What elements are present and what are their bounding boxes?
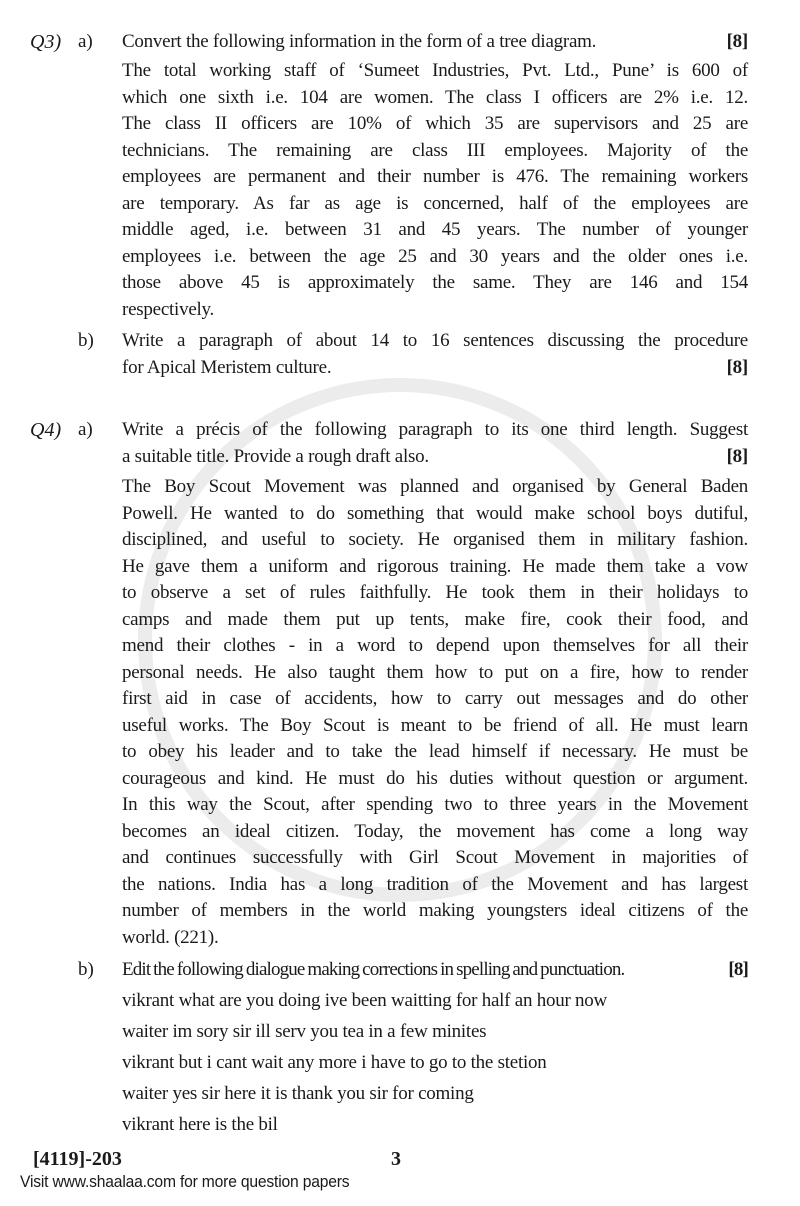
q4-a-prompt-line: Write a précis of the following paragraph to its one third length. Suggest [122, 419, 748, 440]
q4-part-b-label: b) [78, 959, 94, 980]
paragraph-line: technicians. The remaining are class III employees. Majority of the [122, 139, 748, 161]
passage-line: useful works. The Boy Scout is meant to be friend of all. He must learn [122, 714, 748, 736]
q3-part-b-label: b) [78, 330, 94, 351]
question-3-label: Q3) [30, 31, 62, 53]
paragraph-line: middle aged, i.e. between 31 and 45 years. The number of younger [122, 219, 748, 240]
paragraph-line: which one sixth i.e. 104 are women. The class I officers are 2% i.e. 12. [122, 86, 748, 108]
dialogue-line: waiter yes sir here it is thank you sir for coming [122, 1083, 474, 1104]
q3-b-prompt [122, 328, 748, 381]
passage-line: personal needs. He also taught them how to put on a fire, how to render [122, 661, 748, 683]
q3-a-prompt-row [122, 29, 748, 56]
q4-a-prompt-line: a suitable title. Provide a rough draft also. [122, 445, 429, 467]
dialogue-line: waiter im sory sir ill serv you tea in a few minites [122, 1021, 487, 1042]
q4-b-prompt: Edit the following dialogue making corrections in spelling and punctuation. [122, 959, 625, 980]
passage-line: The Boy Scout Movement was planned and organised by General Baden [122, 476, 748, 497]
paragraph-line: employees i.e. between the age 25 and 30 years and the older ones i.e. [122, 245, 748, 267]
dialogue-line: vikrant but i cant wait any more i have to go to the stetion [122, 1052, 547, 1073]
q3-a-marks: [8] [726, 31, 748, 52]
q3-b-prompt-line: for Apical Meristem culture. [122, 356, 332, 378]
q3-a-paragraph [122, 58, 748, 323]
q4-b-marks: [8] [728, 959, 748, 980]
passage-line: mend their clothes - in a word to depend upon themselves for all their [122, 635, 748, 656]
dialogue-line: vikrant here is the bil [122, 1114, 278, 1135]
passage-line: and continues successfully with Girl Scout Movement in majorities of [122, 847, 748, 868]
passage-line: first aid in case of accidents, how to carry out messages and do other [122, 688, 748, 709]
passage-line: to observe a set of rules faithfully. He took them in their holidays to [122, 582, 748, 603]
passage-line: to obey his leader and to take the lead himself if necessary. He must be [122, 741, 748, 762]
passage-line: the nations. India has a long tradition of the Movement and has largest [122, 873, 748, 895]
q3-part-a-label: a) [78, 31, 93, 52]
passage-line: He gave them a uniform and rigorous training. He made them take a vow [122, 555, 748, 577]
passage-line: world. (221). [122, 926, 219, 948]
q4-part-a-label: a) [78, 419, 93, 440]
q4-a-marks: [8] [726, 445, 748, 467]
passage-line: becomes an ideal citizen. Today, the movement has come a long way [122, 820, 748, 842]
paper-code: [4119]-203 [33, 1148, 122, 1170]
passage-line: courageous and kind. He must do his duties without question or argument. [122, 767, 748, 789]
question-4-label: Q4) [30, 419, 62, 441]
passage-line: number of members in the world making youngsters ideal citizens of the [122, 900, 748, 921]
q4-a-prompt [122, 417, 748, 470]
passage-line: camps and made them put up tents, make fire, cook their food, and [122, 608, 748, 630]
paragraph-line: respectively. [122, 298, 215, 320]
paragraph-line: employees are permanent and their number is 476. The remaining workers [122, 166, 748, 187]
passage-line: disciplined, and useful to society. He organised them in military fashion. [122, 529, 748, 550]
q4-b-prompt-row [122, 957, 748, 984]
dialogue-line: vikrant what are you doing ive been waitting for half an hour now [122, 990, 607, 1011]
page-number: 3 [391, 1148, 401, 1170]
q3-b-prompt-line: Write a paragraph of about 14 to 16 sentences discussing the procedure [122, 330, 748, 351]
q4-b-dialogue [122, 985, 748, 1140]
visit-site-text: Visit www.shaalaa.com for more question papers [20, 1172, 350, 1191]
q3-b-marks: [8] [726, 356, 748, 378]
paragraph-line: are temporary. As far as age is concerned, half of the employees are [122, 192, 748, 214]
q3-a-prompt: Convert the following information in the form of a tree diagram. [122, 31, 597, 52]
paragraph-line: those above 45 is approximately the same. They are 146 and 154 [122, 272, 748, 293]
paragraph-line: The total working staff of ‘Sumeet Industries, Pvt. Ltd., Pune’ is 600 of [122, 60, 748, 81]
passage-line: Powell. He wanted to do something that would make school boys dutiful, [122, 502, 748, 524]
q4-a-passage [122, 474, 748, 951]
passage-line: In this way the Scout, after spending two to three years in the Movement [122, 794, 748, 815]
paragraph-line: The class II officers are 10% of which 35 are supervisors and 25 are [122, 113, 748, 134]
